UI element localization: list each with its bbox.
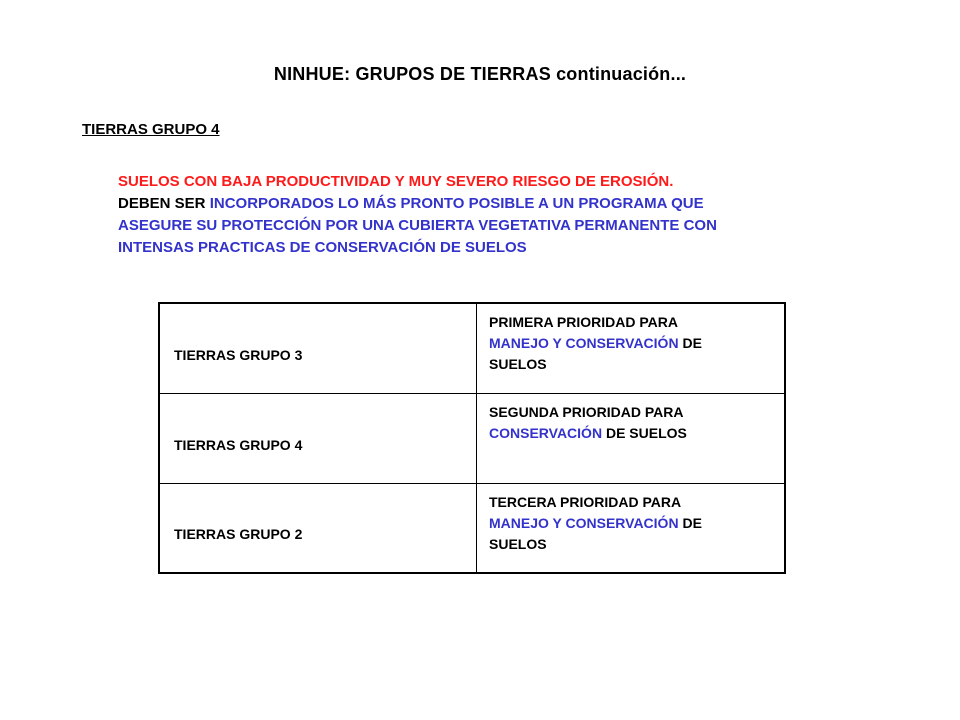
priority-line-1: PRIMERA PRIORIDAD PARA (489, 314, 679, 330)
table-row (159, 393, 785, 483)
priority-line-2-rest: DE SUELOS (602, 424, 687, 441)
priority-line-2-rest: DE (678, 514, 702, 531)
priority-line-1: TERCERA PRIORIDAD PARA (489, 493, 682, 510)
table-row (159, 483, 785, 573)
priority-table (158, 302, 786, 574)
paragraph-line-4: INTENSAS PRACTICAS DE CONSERVACIÓN DE SUELOS (118, 239, 527, 256)
priority-line-1: SEGUNDA PRIORIDAD PARA (489, 403, 684, 420)
priority-highlight: CONSERVACIÓN (489, 424, 603, 441)
priority-highlight: MANEJO Y CONSERVACIÓN (489, 514, 679, 531)
page-title: NINHUE: GRUPOS DE TIERRAS continuación... (273, 64, 687, 84)
section-heading: TIERRAS GRUPO 4 (82, 121, 220, 138)
priority-line-3: SUELOS (489, 535, 547, 552)
table-row (159, 303, 785, 393)
paragraph-line-1: SUELOS CON BAJA PRODUCTIVIDAD Y MUY SEVERO RIESGO DE EROSIÓN. (118, 173, 674, 190)
description-paragraph (118, 171, 898, 259)
paragraph-line-2 (118, 193, 898, 215)
priority-line-2-rest: DE (678, 335, 702, 351)
group-cell: TIERRAS GRUPO 2 (159, 483, 477, 573)
paragraph-line-2-rest: INCORPORADOS LO MÁS PRONTO POSIBLE A UN PROGRAMA QUE (209, 195, 704, 212)
group-cell: TIERRAS GRUPO 4 (159, 393, 477, 483)
priority-cell (477, 303, 786, 393)
paragraph-line-2-lead: DEBEN SER (118, 195, 210, 212)
paragraph-line-3: ASEGURE SU PROTECCIÓN POR UNA CUBIERTA VEGETATIVA PERMANENTE CON (118, 217, 717, 234)
priority-line-3: SUELOS (489, 356, 547, 372)
priority-highlight: MANEJO Y CONSERVACIÓN (489, 335, 679, 351)
priority-cell (477, 483, 786, 573)
priority-cell (477, 393, 786, 483)
group-cell: TIERRAS GRUPO 3 (159, 303, 477, 393)
